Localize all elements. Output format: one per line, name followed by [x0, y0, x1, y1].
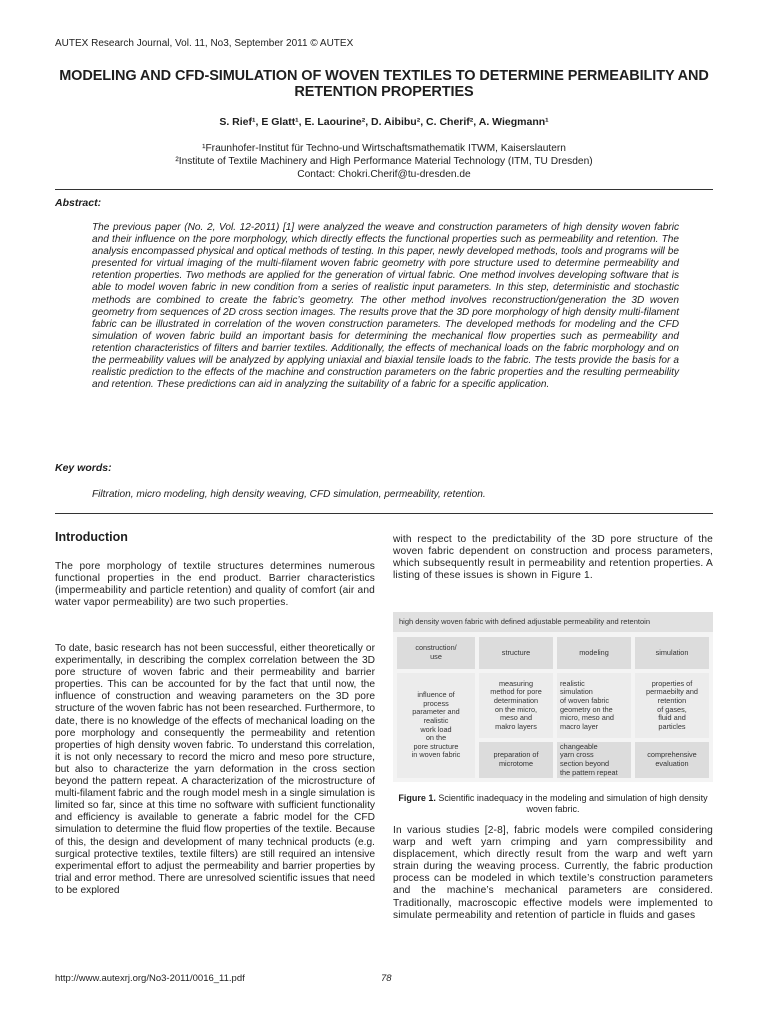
figure-caption-text: Scientific inadequacy in the modeling and simulation of high density woven fabric.	[438, 793, 708, 814]
contact-line: Contact: Chokri.Cherif@tu-dresden.de	[297, 169, 471, 180]
intro-paragraph-4: In various studies [2-8], fabric models were compiled considering warp and weft yarn crimping and yarn compressibility and displacement, which directly result from the warp and weft yarn strain during the weaving process. Currently, the fabric production process can be modeled in which textile’s construction parameters and the machine’s mechanical parameters are considered. Traditionally, macroscopic effective models were implemented to simulate permeability and retention of particle in fluids and gases	[393, 825, 713, 921]
row-label-influence: influence of process parameter and realistic work load on the pore structure in woven fabric	[397, 673, 475, 778]
figure-1-caption	[393, 793, 713, 815]
figure-1-diagram	[393, 612, 713, 782]
abstract-heading: Abstract:	[55, 197, 102, 209]
col-header-simulation: simulation	[635, 637, 709, 669]
col-header-structure: structure	[479, 637, 553, 669]
footer-url[interactable]: http://www.autexrj.org/No3-2011/0016_11.pdf	[55, 973, 245, 984]
cell-modeling-bottom: changeable yarn cross section beyond the pattern repeat	[557, 742, 631, 778]
cell-simulation-top: properties of permaebilty and retention of gases, fluid and particles	[635, 673, 709, 738]
affiliation-1: ¹Fraunhofer-Institut für Techno-und Wirtschaftsmathematik ITWM, Kaiserslautern	[202, 143, 566, 154]
cell-structure-top: measuring method for pore determination on the micro, meso and makro layers	[479, 673, 553, 738]
figure-header-bar: high density woven fabric with defined adjustable permeability and retentoin	[393, 612, 713, 632]
journal-header: AUTEX Research Journal, Vol. 11, No3, September 2011 © AUTEX	[55, 38, 354, 49]
col-header-construction: construction/ use	[397, 637, 475, 669]
intro-paragraph-2: To date, basic research has not been successful, either theoretically or experimentally, in describing the complex correlation between the 3D pore structure of woven fabric and their permeability and barrier properties. This can be accounted for by the fact that until now, the influence of construction and weaving parameters on the 3D pore structure of the woven fabric has not been researched. Furthermore, to date, there is no knowledge of the effects of mechanical loading on the pore morphology and consequently the permeability and retention properties of high density woven fabric. To understand this correlation, it is not only necessary to record the micro and meso pore structure, but also to characterize the yarn deformation in the cross section beyond the pattern repeat. A characterization of the microstructure of multi-filament fabric and the rough model mesh in a single simulation is limited so far, since at this time no software with sufficient functionality and efficiency is available to generate a fabric model for the CFD simulation to determine the fluid flow properties of the textile. Because of this, the design and development of many technical products (e.g. surgical protective textiles, textile filters) are still required an intensive experimental effort to adjust the permeability and barrier properties by trial and error method. There are unresolved scientific issues that need to be explored	[55, 643, 375, 896]
cell-structure-bottom: preparation of microtome	[479, 742, 553, 778]
keywords-heading: Key words:	[55, 462, 112, 474]
paper-title: MODELING AND CFD-SIMULATION OF WOVEN TEXTILES TO DETERMINE PERMEABILITY AND RETENTION PROPERTIES	[59, 68, 709, 100]
paper-authors: S. Rief¹, E Glatt¹, E. Laourine², D. Aibibu², C. Cherif², A. Wiegmann¹	[219, 116, 549, 128]
introduction-heading: Introduction	[55, 530, 128, 544]
abstract-text: The previous paper (No. 2, Vol. 12-2011) [1] were analyzed the weave and construction parameters of high density woven fabric and their influence on the pore morphology, which directly effects the functional properties such as permeability and retention. The analysis encompassed physical and optical methods of testing. In this paper, newly developed methods, tools and programs will be presented for virtual imaging of the multi-filament woven fabric geometry with pore structure used to determine permeability and retention properties. Two methods are applied for the generation of virtual fabric. One method involves developing software that is able to model woven fabric in new condition from a series of realistic input parameters. In this step, deterministic and stochastic methods are combined to create the fabric’s geometry. The other method involves reconstruction/generation the 3D woven geometry from sequences of 2D cross section images. The results prove that the 3D pore morphology of high density multi-filament fabric can be illustrated in correlation of the woven construction parameters. The developed methods for modeling and the CFD simulation of woven fabric build an important basis for determining the mechanical flow properties such as permeability and retention characteristics of filters and barrier textiles. Additionally, the effects of mechanical loads on the fabric morphology and on the permeability values will be analyzed by applying uniaxial and biaxial tensile loads to the fabric. The tests provide the basis for a realistic prediction to the effects of the machine and construction parameters on the fabric properties and the resulting permeability and retention. These predictions can aid in analyzing the suitability of a fabric for a specific application.	[92, 222, 679, 391]
intro-paragraph-3: with respect to the predictability of the 3D pore structure of the woven fabric dependent on construction and process parameters, which subsequently result in permeability and retention properties. A listing of these issues is shown in Figure 1.	[393, 534, 713, 582]
affiliation-2: ²Institute of Textile Machinery and High Performance Material Technology (ITM, TU Dresden)	[175, 156, 593, 167]
affiliations	[40, 142, 728, 181]
header-divider	[55, 189, 713, 190]
page-number: 78	[381, 973, 392, 984]
figure-caption-label: Figure 1.	[398, 793, 436, 803]
abstract-divider	[55, 513, 713, 514]
intro-paragraph-1: The pore morphology of textile structures determines numerous functional properties in the end product. Barrier characteristics (impermeability and particle retention) and quality of comfort (air and water vapor permeability) are two such properties.	[55, 561, 375, 609]
cell-simulation-bottom: comprehensive evaluation	[635, 742, 709, 778]
keywords-text: Filtration, micro modeling, high density weaving, CFD simulation, permeability, retention.	[92, 489, 486, 500]
col-header-modeling: modeling	[557, 637, 631, 669]
cell-modeling-top: realistic simulation of woven fabric geometry on the micro, meso and macro layer	[557, 673, 631, 738]
